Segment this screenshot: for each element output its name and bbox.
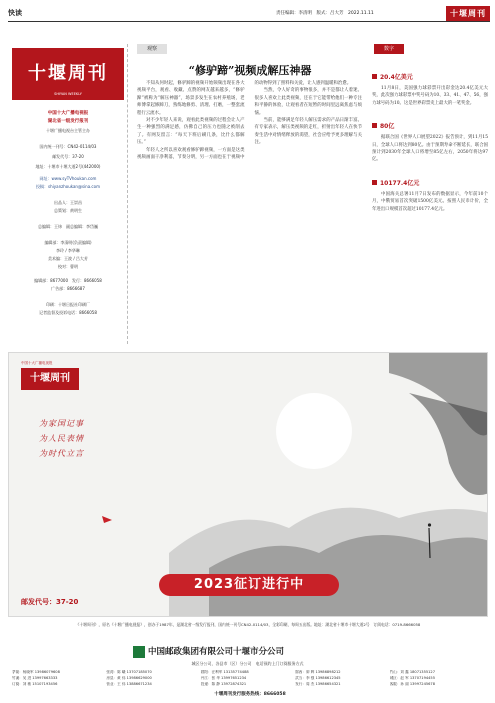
contact-entry: 房县：黄 伟 13986629000 [106, 676, 152, 680]
article-tag: 观察 [137, 44, 167, 54]
masthead-line: 投稿：shiyanzhoukan@sina.com [36, 184, 100, 189]
ad-slogan [39, 418, 99, 463]
footer-text: 《十堰周刊》，原名《十堰广播电视报》，创办于1987年，是湖北省一级发行报刊，国内统一刊号CN42-0114/03，全彩印刷，每周五出版。地址：湖北省十堰市十堰大道2号 订阅电话：0719-8666058 [75, 622, 421, 627]
square-bullet-icon [372, 123, 377, 128]
masthead-line: 记者监督及投诉电话：8666058 [39, 310, 97, 315]
masthead-logo-sub: SHIYAN WEEKLY [54, 92, 82, 96]
article-paragraph: 当前，能够满足年轻人解压需求的产品日渐丰富。有专家表示，解压类视频的走红，折射出年轻人在快节奏生活中对情绪释放的渴望，社会应给予更多理解与关注。 [254, 118, 362, 146]
data-tag: 数字 [374, 44, 404, 54]
masthead-line: 湖北省一级发行报刊 [47, 119, 89, 124]
data-item-head [372, 72, 488, 81]
data-item-head [372, 178, 488, 187]
contact-entry: 营业：王 伟 13886671234 [106, 682, 152, 686]
ad-logo-box: 十堰周刊 [21, 368, 79, 390]
masthead-line: 编辑部：8677000 发行：8666058 [34, 278, 102, 283]
subscription-banner[interactable]: 2023征订进行中 [159, 574, 339, 596]
masthead-line: 李玲 / 李华琳 [56, 248, 80, 253]
article-body [137, 80, 362, 342]
data-item-body: 据联合国《世界人口展望2022》报告预计，到11月15日，全球人口将达到80亿。由于预期寿命不断延长，联合国预计到2030年全球人口将增至85亿左右，2050年将达97亿。 [372, 135, 488, 163]
square-bullet-icon [372, 180, 377, 185]
masthead-line: 国内统一刊号：CN42-0114/03 [39, 144, 97, 149]
article-paragraph: 对不少年轻人来说，观看此类视频的过程会让人产生一种强烈的满足感，仿佛自己的压力也随之被削去了。有网友留言：“每天下班后刷几条，比什么都解压。” [137, 118, 245, 146]
masthead-line: 十堰广播电视台主管主办 [46, 128, 90, 133]
contact-list [12, 670, 484, 687]
hotline: 十堰周刊发行服务热线：8666058 [214, 692, 286, 697]
masthead [8, 44, 128, 344]
data-item [372, 121, 488, 164]
section-name: 快读 [8, 9, 22, 17]
data-item-body: 中国海关总署11月7日发布的数据显示，今年前10个月，中俄贸易首次突破1500亿美元。按照人民币计价，全年进出口规模首次超过10177.4亿元。 [372, 191, 488, 212]
ad-logo-caption: 中国十大广播电视报 [21, 361, 53, 365]
masthead-line: 总策划：黄明生 [54, 208, 82, 213]
contact-entry: 竹山：刘 鑫 18071355127 [389, 670, 435, 674]
masthead-line: 印刷：十堰日报社印刷厂 [46, 302, 90, 307]
contact-entry: 城区：赵 军 13707194455 [389, 676, 435, 680]
slogan-line: 为家国记事 [39, 419, 84, 428]
contact-entry: 投递：陈 静 13972874321 [200, 682, 247, 686]
masthead-line: 广告部：8666687 [51, 286, 85, 291]
contact-entry: 茅箭：杨晓军 13986079608 [12, 670, 60, 674]
subscription-ad [8, 352, 488, 617]
postal-code: 邮发代号：37-20 [21, 598, 79, 606]
ad-logo [21, 361, 81, 403]
contact-entry: 竹溪：吴 进 13997663333 [12, 676, 58, 680]
slogan-line: 为人民表情 [39, 434, 84, 443]
article-paragraph: 不知从何时起，修驴蹄的视频开始频频出现在各大视频平台，观看、收藏、点赞的网友越来越多，“修驴蹄”被称为“解压神器”，场景多发生在农村养殖场，老师傅拿起修蹄刀，熟练地修剪、清理、打磨，一整套流程行云流水。 [137, 81, 245, 116]
data-item [372, 72, 488, 107]
masthead-line: 中国十大广播电视报 [47, 111, 89, 116]
postal-logo-icon [133, 646, 145, 658]
article-paragraph: 年轻人之所以喜欢观看修驴蹄视频，一方面是这类视频画面干净利落，节奏分明，另一方面也在于视频中的动物得到了照料和关爱，让人感到温暖和治愈。 [137, 81, 352, 161]
contact-entry: 武当：李 强 13986612345 [295, 676, 341, 680]
article-title: “修驴蹄”视频成解压神器 [188, 64, 312, 77]
postal-company-name: 中国邮政集团有限公司十堰市分公司 [148, 647, 285, 657]
contact-entry: 丹江：张 华 13997651234 [200, 676, 247, 680]
masthead-line: 校对：曹明 [58, 264, 78, 269]
data-item-head [372, 121, 488, 130]
masthead-line: 网址：www.syTVhoukan.com [39, 176, 97, 181]
data-item-figure: 10177.4亿元 [380, 179, 420, 187]
contact-entry: 郧西：廖 辉 13986898212 [295, 670, 341, 674]
postal-company-sub: 城区分公司，各县市（区）分公司 电话预约上门订阅服务方式 [191, 661, 304, 666]
masthead-line: 地址：十堰市十堰大道2号(442000) [35, 164, 101, 169]
postal-company [133, 645, 363, 659]
masthead-line: 邮发代号：37-20 [52, 154, 84, 159]
masthead-logo [12, 48, 124, 100]
data-item [372, 178, 488, 213]
contact-entry: 郧阳：汪利军 13135774488 [200, 670, 249, 674]
article-paragraph: 当然，令人好奇的事物很多，并不是都让人着迷。很多人喜欢上此类视频，还在于它能带给他们一种专注和平静的体验，让观看者在短暂的时间里远离焦虑与烦恼。 [254, 88, 362, 116]
page-header [8, 6, 490, 22]
data-item-body: 11月8日，美国强力球彩票开出彩金达20.4亿美元大奖，此次强力球彩票中奖号码为10、33、41、47、56，强力球号码为10。这是世界彩票史上最大的一笔奖金。 [372, 86, 488, 106]
contact-entry: 张湾：陈 曦 13707185070 [106, 670, 152, 674]
contact-entry: 客服：孙 丽 13997245678 [389, 682, 435, 686]
masthead-line: 总编辑：王炜 副总编辑：李岱巍 [38, 224, 98, 229]
data-column [372, 58, 488, 213]
data-item-figure: 20.4亿美元 [380, 74, 413, 81]
masthead-line: 美术编：王波 / 吕大芳 [48, 256, 88, 261]
masthead-line: 出品人：王崇昌 [54, 200, 82, 205]
header-logo: 十堰周刊 [446, 6, 490, 21]
data-item-figure: 80亿 [380, 123, 395, 131]
contact-entry: 发行：周 杰 13986654321 [295, 682, 341, 686]
square-bullet-icon [372, 74, 377, 79]
contact-entry: 订阅：刘 敏 15107193456 [12, 682, 58, 686]
masthead-line: 编辑部：李清明(负责编辑) [44, 240, 92, 245]
slogan-line: 为时代立言 [39, 449, 84, 458]
editor-meta: 责任编辑：李清明 版式：吕大芳 2022.11.11 [276, 11, 374, 16]
masthead-logo-title: 十堰周刊 [28, 63, 108, 84]
